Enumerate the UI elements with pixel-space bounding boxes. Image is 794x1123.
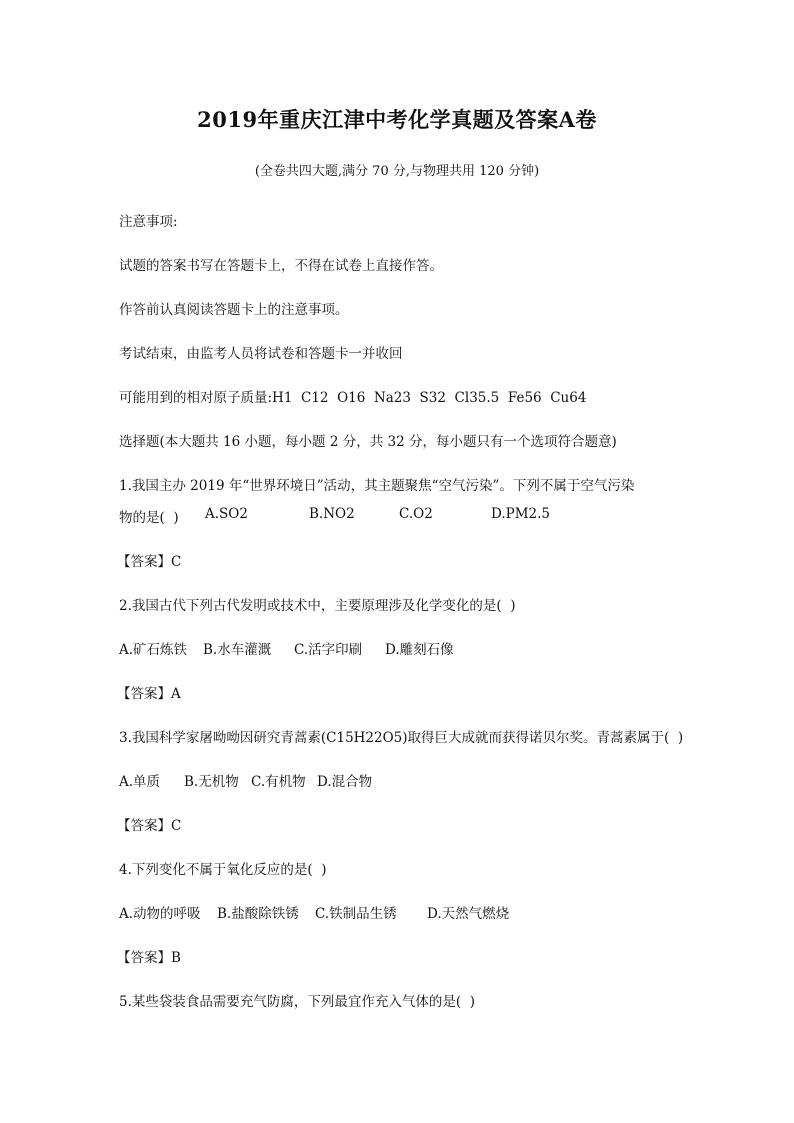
option-b: B.盐酸除铁锈 (217, 906, 299, 922)
question-5-stem: 5.某些袋装食品需要充气防腐，下列最宜作充入气体的是( ) (119, 994, 475, 1010)
notes-heading: 注意事项: (119, 214, 178, 230)
option-c: C.铁制品生锈 (315, 906, 397, 922)
note-item: 试题的答案书写在答题卡上，不得在试卷上直接作答。 (119, 258, 443, 274)
document-subtitle: (全卷共四大题,满分 70 分,与物理共用 120 分钟) (254, 164, 540, 179)
question-2-stem: 2.我国古代下列古代发明或技术中，主要原理涉及化学变化的是( ) (119, 598, 516, 614)
option-a: A.矿石炼铁 (119, 642, 188, 658)
option-c: C.O2 (399, 506, 433, 522)
question-1-answer: 【答案】C (117, 554, 182, 570)
option-b: B.NO2 (309, 506, 355, 522)
question-3-options (119, 770, 372, 790)
question-1-options (119, 506, 550, 526)
question-2-answer: 【答案】A (117, 686, 181, 702)
question-1-stem: 1.我国主办 2019 年“世界环境日”活动，其主题聚焦“空气污染”。下列不属于空气污染 (119, 478, 635, 494)
option-c: C.有机物 (251, 774, 306, 790)
option-b: B.水车灌溉 (203, 642, 272, 658)
question-4-stem: 4.下列变化不属于氧化反应的是( ) (119, 862, 327, 878)
option-d: D.PM2.5 (491, 506, 551, 522)
question-4-answer: 【答案】B (117, 950, 181, 966)
question-3-stem: 3.我国科学家屠呦呦因研究青蒿素(C15H22O5)取得巨大成就而获得诺贝尔奖。青蒿素属于( ) (119, 730, 684, 746)
question-1-stem-cont: 物的是( ) (119, 510, 179, 526)
option-a: A.SO2 (205, 506, 248, 522)
option-b: B.无机物 (184, 774, 239, 790)
option-d: D.雕刻石像 (385, 642, 454, 658)
question-3-answer: 【答案】C (117, 818, 182, 834)
note-item: 考试结束，由监考人员将试卷和答题卡一并收回 (119, 346, 403, 362)
question-2-options (119, 638, 454, 658)
atomic-masses: 可能用到的相对原子质量:H1 C12 O16 Na23 S32 Cl35.5 Fe56 Cu64 (119, 390, 587, 406)
option-d: D.天然气燃烧 (427, 906, 510, 922)
option-a: A.单质 (119, 774, 161, 790)
option-a: A.动物的呼吸 (119, 906, 201, 922)
document-title: 2019年重庆江津中考化学真题及答案A卷 (197, 107, 597, 132)
option-c: C.活字印刷 (294, 642, 363, 658)
option-d: D.混合物 (317, 774, 373, 790)
question-4-options (119, 902, 509, 922)
note-item: 作答前认真阅读答题卡上的注意事项。 (119, 302, 349, 318)
section-heading: 选择题(本大题共 16 小题，每小题 2 分，共 32 分，每小题只有一个选项符合题意) (119, 434, 617, 450)
